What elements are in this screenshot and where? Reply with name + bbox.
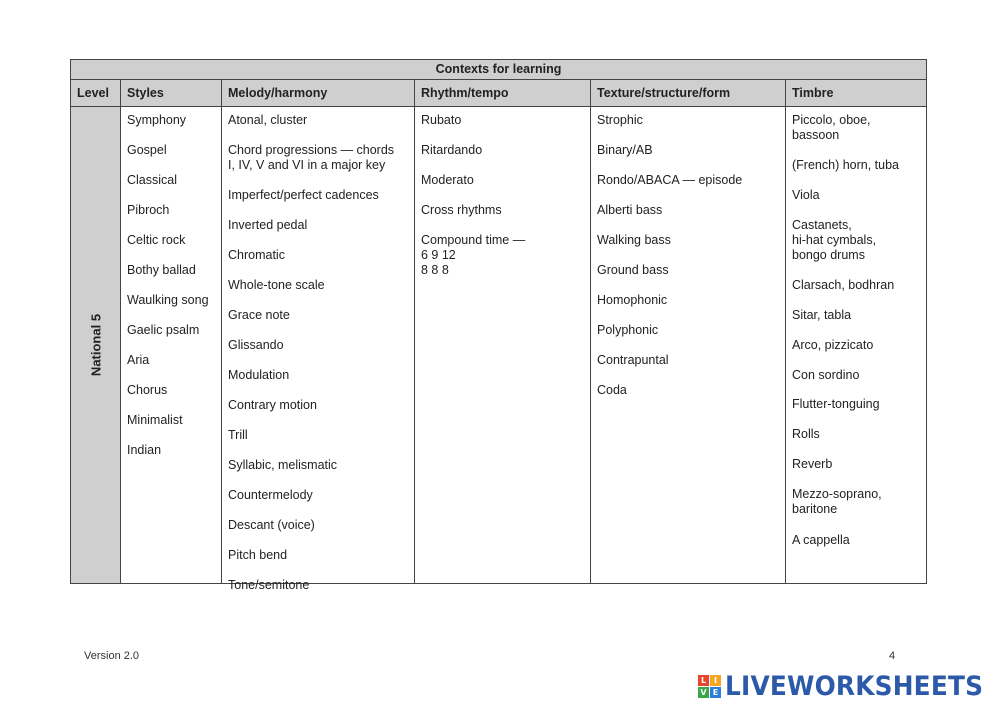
timbre-item: Viola: [792, 188, 820, 202]
texture-item: Contrapuntal: [597, 353, 669, 367]
contexts-table: [70, 59, 927, 592]
styles-item: Aria: [127, 353, 150, 367]
texture-item: Binary/AB: [597, 143, 653, 157]
styles-item: Pibroch: [127, 203, 170, 217]
melody-item: Trill: [228, 428, 248, 442]
styles-item: Waulking song: [127, 293, 209, 307]
table-title: Contexts for learning: [71, 60, 926, 80]
styles-item: Classical: [127, 173, 178, 187]
styles-item: Gospel: [127, 143, 167, 157]
rhythm-item: Cross rhythms: [421, 203, 502, 217]
texture-item: Alberti bass: [597, 203, 663, 217]
liveworksheets-logo[interactable]: [698, 672, 1000, 700]
texture-item: Ground bass: [597, 263, 669, 277]
melody-item: Chromatic: [228, 248, 285, 262]
melody-item: Chord progressions — chords I, IV, V and VI in a major key: [228, 143, 395, 172]
header-styles: Styles: [121, 80, 222, 106]
melody-item: Modulation: [228, 368, 290, 382]
styles-item: Gaelic psalm: [127, 323, 200, 337]
styles-column: [121, 107, 222, 583]
styles-item: Symphony: [127, 113, 187, 127]
melody-item: Pitch bend: [228, 548, 288, 562]
timbre-item: Arco, pizzicato: [792, 338, 874, 352]
timbre-item: (French) horn, tuba: [792, 158, 899, 172]
rhythm-item: Rubato: [421, 113, 462, 127]
texture-item: Coda: [597, 383, 627, 397]
level-column: [71, 107, 121, 583]
melody-column: [222, 107, 415, 592]
melody-item: Countermelody: [228, 488, 313, 502]
logo-text: LIVEWORKSHEETS: [725, 670, 984, 702]
melody-item: Inverted pedal: [228, 218, 308, 232]
melody-item: Syllabic, melismatic: [228, 458, 338, 472]
logo-mark-letter: L: [698, 675, 709, 686]
footer-version: Version 2.0: [84, 650, 140, 662]
timbre-item: Piccolo, oboe, bassoon: [792, 113, 871, 142]
logo-mark-letter: E: [710, 687, 721, 698]
logo-mark-letter: I: [710, 675, 721, 686]
texture-column: [591, 107, 786, 583]
timbre-item: Flutter-tonguing: [792, 397, 880, 411]
logo-mark-icon: [698, 675, 721, 698]
timbre-item: A cappella: [792, 533, 850, 547]
timbre-item: Castanets, hi-hat cymbals, bongo drums: [792, 218, 877, 262]
texture-item: Homophonic: [597, 293, 668, 307]
rhythm-item: Compound time — 6 9 12 8 8 8: [421, 233, 526, 277]
header-rhythm: Rhythm/tempo: [415, 80, 591, 106]
timbre-item: Rolls: [792, 427, 820, 441]
melody-item: Grace note: [228, 308, 290, 322]
styles-item: Minimalist: [127, 413, 183, 427]
timbre-item: Sitar, tabla: [792, 308, 852, 322]
header-level: Level: [71, 80, 121, 106]
styles-item: Celtic rock: [127, 233, 186, 247]
timbre-column: [786, 107, 927, 583]
page-number: 4: [889, 650, 896, 662]
melody-item: Atonal, cluster: [228, 113, 308, 127]
logo-mark-letter: V: [698, 687, 709, 698]
texture-item: Rondo/ABACA — episode: [597, 173, 743, 187]
styles-item: Chorus: [127, 383, 168, 397]
melody-item: Imperfect/perfect cadences: [228, 188, 379, 202]
melody-item: Tone/semitone: [228, 578, 310, 592]
header-melody: Melody/harmony: [222, 80, 415, 106]
texture-item: Polyphonic: [597, 323, 659, 337]
header-texture: Texture/structure/form: [591, 80, 786, 106]
rhythm-column: [415, 107, 591, 583]
styles-item: Indian: [127, 443, 162, 457]
timbre-item: Clarsach, bodhran: [792, 278, 895, 292]
header-timbre: Timbre: [792, 86, 834, 100]
melody-item: Contrary motion: [228, 398, 317, 412]
level-label: National 5: [88, 313, 103, 377]
timbre-item: Con sordino: [792, 368, 860, 382]
melody-item: Glissando: [228, 338, 284, 352]
melody-item: Descant (voice): [228, 518, 315, 532]
rhythm-item: Ritardando: [421, 143, 483, 157]
rhythm-item: Moderato: [421, 173, 474, 187]
timbre-item: Reverb: [792, 457, 833, 471]
texture-item: Strophic: [597, 113, 643, 127]
header-row: [71, 80, 926, 107]
texture-item: Walking bass: [597, 233, 671, 247]
styles-item: Bothy ballad: [127, 263, 196, 277]
melody-item: Whole-tone scale: [228, 278, 325, 292]
timbre-item: Mezzo-soprano, baritone: [792, 487, 882, 516]
